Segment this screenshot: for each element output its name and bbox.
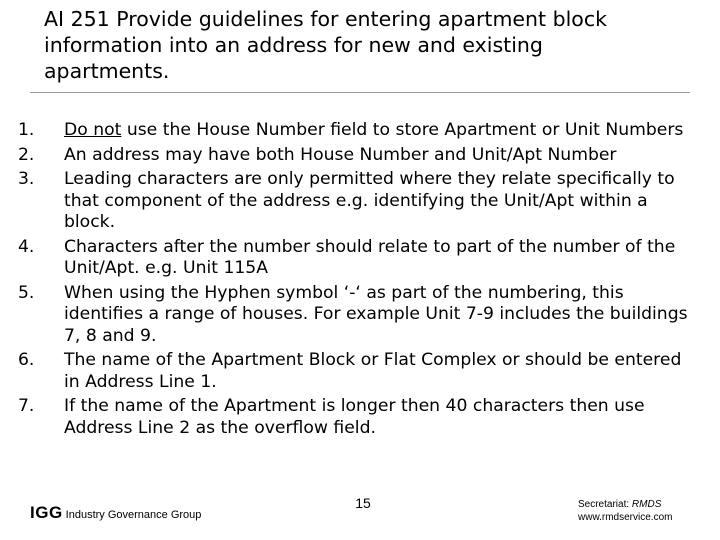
- list-item: [18, 396, 698, 439]
- item-number: 5.: [18, 282, 35, 303]
- slide-title: AI 251 Provide guidelines for entering apartment block information into an address for new and existing apartments.: [44, 7, 607, 83]
- list-item: [18, 145, 698, 167]
- logo-text: Industry Governance Group: [65, 509, 202, 521]
- secretariat-info: [578, 498, 672, 524]
- item-text: An address may have both House Number and Unit/Apt Number: [64, 144, 617, 165]
- secretariat-name: RMDS: [631, 499, 662, 510]
- igg-logo: [30, 503, 201, 523]
- page-number: 15: [355, 495, 371, 511]
- secretariat-label: Secretariat:: [578, 499, 630, 510]
- item-number: 1.: [18, 120, 35, 140]
- item-text: The name of the Apartment Block or Flat Complex or should be entered in Address Line 1.: [64, 350, 682, 392]
- list-item: [18, 169, 698, 234]
- website-text: www.rmdservice.com: [578, 512, 673, 523]
- list-item: [18, 120, 698, 142]
- item-emphasis: Do not: [64, 120, 122, 140]
- item-text: Leading characters are only permitted where they relate specifically to that component of the address e.g. identifying the Unit/Apt within a block.: [64, 169, 675, 232]
- item-text: If the name of the Apartment is longer then 40 characters then use Address Line 2 as the overflow field.: [64, 396, 645, 438]
- title-divider: [30, 92, 690, 93]
- item-text: When using the Hyphen symbol ‘-‘ as part of the numbering, this identifies a range of houses. For example Unit 7-9 includes the buildings 7, 8 and 9.: [64, 282, 688, 346]
- item-number: 3.: [18, 169, 35, 189]
- item-text: use the House Number field to store Apartment or Unit Numbers: [121, 120, 684, 140]
- item-number: 6.: [18, 350, 35, 370]
- item-number: 7.: [18, 396, 35, 416]
- guidelines-list: [18, 120, 698, 442]
- item-number: 2.: [18, 144, 35, 165]
- list-item: [18, 237, 698, 280]
- list-item: [18, 350, 698, 393]
- item-number: 4.: [18, 236, 35, 257]
- logo-mark: IGG: [30, 503, 63, 522]
- list-item: [18, 283, 698, 348]
- item-text: Characters after the number should relate to part of the number of the Unit/Apt. e.g. Unit 115A: [64, 236, 676, 278]
